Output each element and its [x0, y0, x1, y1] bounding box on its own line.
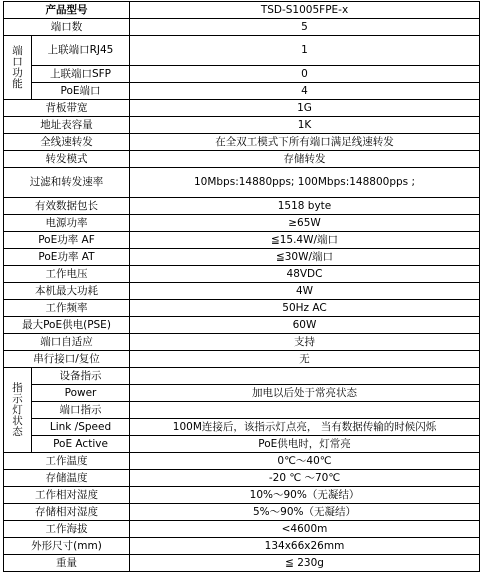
table-row-indicator	[4, 419, 480, 436]
row-value: 10%～90%（无凝结）	[130, 487, 480, 504]
indicator-value	[130, 402, 480, 419]
row-value: 50Hz AC	[130, 300, 480, 317]
row-value: ≥65W	[130, 215, 480, 232]
row-label: 重量	[4, 555, 130, 572]
row-value: 48VDC	[130, 266, 480, 283]
row-value: 1518 byte	[130, 198, 480, 215]
table-row	[4, 317, 480, 334]
indicator-label: Link /Speed	[32, 419, 130, 436]
table-row	[4, 266, 480, 283]
indicator-value: 100M连接后，该指示灯点亮， 当有数据传输的时候闪烁	[130, 419, 480, 436]
row-value: ≦30W/端口	[130, 249, 480, 266]
indicator-value: 加电以后处于常亮状态	[130, 385, 480, 402]
poe-port-label: PoE端口	[32, 83, 130, 100]
row-value: 无	[130, 351, 480, 368]
row-label: 工作温度	[4, 453, 130, 470]
table-row	[4, 134, 480, 151]
indicator-label: 设备指示	[32, 368, 130, 385]
table-row	[4, 504, 480, 521]
table-row	[4, 538, 480, 555]
port-count-label: 端口数	[4, 19, 130, 36]
row-label: 工作相对湿度	[4, 487, 130, 504]
model-label: 产品型号	[4, 2, 130, 19]
indicator-group-label: 指 示 灯 状 态	[4, 368, 32, 453]
row-label: 本机最大功耗	[4, 283, 130, 300]
table-row	[4, 283, 480, 300]
indicator-value	[130, 368, 480, 385]
row-label: 外形尺寸(mm)	[4, 538, 130, 555]
table-row	[4, 168, 480, 198]
table-row	[4, 300, 480, 317]
row-label: 存储相对湿度	[4, 504, 130, 521]
table-row	[4, 453, 480, 470]
table-row	[4, 198, 480, 215]
table-row	[4, 100, 480, 117]
table-row-uplink-sfp	[4, 66, 480, 83]
row-value: -20 ℃ ～70℃	[130, 470, 480, 487]
row-label: 电源功率	[4, 215, 130, 232]
table-row-indicator	[4, 436, 480, 453]
indicator-label: Power	[32, 385, 130, 402]
row-value: 134x66x26mm	[130, 538, 480, 555]
indicator-label: PoE Active	[32, 436, 130, 453]
uplink-rj45-label: 上联端口RJ45	[32, 36, 130, 66]
row-label: 工作海拔	[4, 521, 130, 538]
table-row-model	[4, 2, 480, 19]
row-value: ≦ 230g	[130, 555, 480, 572]
uplink-sfp-label: 上联端口SFP	[32, 66, 130, 83]
row-value: 1G	[130, 100, 480, 117]
row-label: 端口自适应	[4, 334, 130, 351]
uplink-rj45-value: 1	[130, 36, 480, 66]
poe-port-value: 4	[130, 83, 480, 100]
table-row	[4, 470, 480, 487]
table-row	[4, 521, 480, 538]
row-value: 1K	[130, 117, 480, 134]
row-value: ≦15.4W/端口	[130, 232, 480, 249]
row-label: 有效数据包长	[4, 198, 130, 215]
port-function-group-label: 端 口 功 能	[4, 36, 32, 100]
table-row-poe-port	[4, 83, 480, 100]
row-label: 工作电压	[4, 266, 130, 283]
indicator-value: PoE供电时，灯常亮	[130, 436, 480, 453]
table-row	[4, 117, 480, 134]
table-row	[4, 351, 480, 368]
table-row-uplink-rj45	[4, 36, 480, 66]
row-label: 最大PoE供电(PSE)	[4, 317, 130, 334]
spec-sheet	[3, 1, 480, 572]
table-row	[4, 232, 480, 249]
table-row	[4, 334, 480, 351]
table-row	[4, 151, 480, 168]
row-value: 5%～90%（无凝结）	[130, 504, 480, 521]
row-label: 存储温度	[4, 470, 130, 487]
table-row-indicator	[4, 402, 480, 419]
row-label: 全线速转发	[4, 134, 130, 151]
spec-table	[3, 1, 480, 572]
table-row-indicator	[4, 385, 480, 402]
uplink-sfp-value: 0	[130, 66, 480, 83]
row-label: PoE功率 AF	[4, 232, 130, 249]
table-row	[4, 249, 480, 266]
row-label: 背板带宽	[4, 100, 130, 117]
row-value: 0℃～40℃	[130, 453, 480, 470]
row-value: <4600m	[130, 521, 480, 538]
row-value: 10Mbps:14880pps; 100Mbps:148800pps ;	[130, 168, 480, 198]
row-label: 工作频率	[4, 300, 130, 317]
row-value: 4W	[130, 283, 480, 300]
row-value: 60W	[130, 317, 480, 334]
table-row	[4, 487, 480, 504]
table-row-port-count	[4, 19, 480, 36]
port-count-value: 5	[130, 19, 480, 36]
row-value: 支持	[130, 334, 480, 351]
table-row-indicator	[4, 368, 480, 385]
row-value: 在全双工模式下所有端口满足线速转发	[130, 134, 480, 151]
row-label: PoE功率 AT	[4, 249, 130, 266]
model-value: TSD-S1005FPE-x	[130, 2, 480, 19]
row-value: 存储转发	[130, 151, 480, 168]
row-label: 串行接口/复位	[4, 351, 130, 368]
indicator-label: 端口指示	[32, 402, 130, 419]
table-row	[4, 215, 480, 232]
row-label: 转发模式	[4, 151, 130, 168]
row-label: 过滤和转发速率	[4, 168, 130, 198]
row-label: 地址表容量	[4, 117, 130, 134]
table-row	[4, 555, 480, 572]
